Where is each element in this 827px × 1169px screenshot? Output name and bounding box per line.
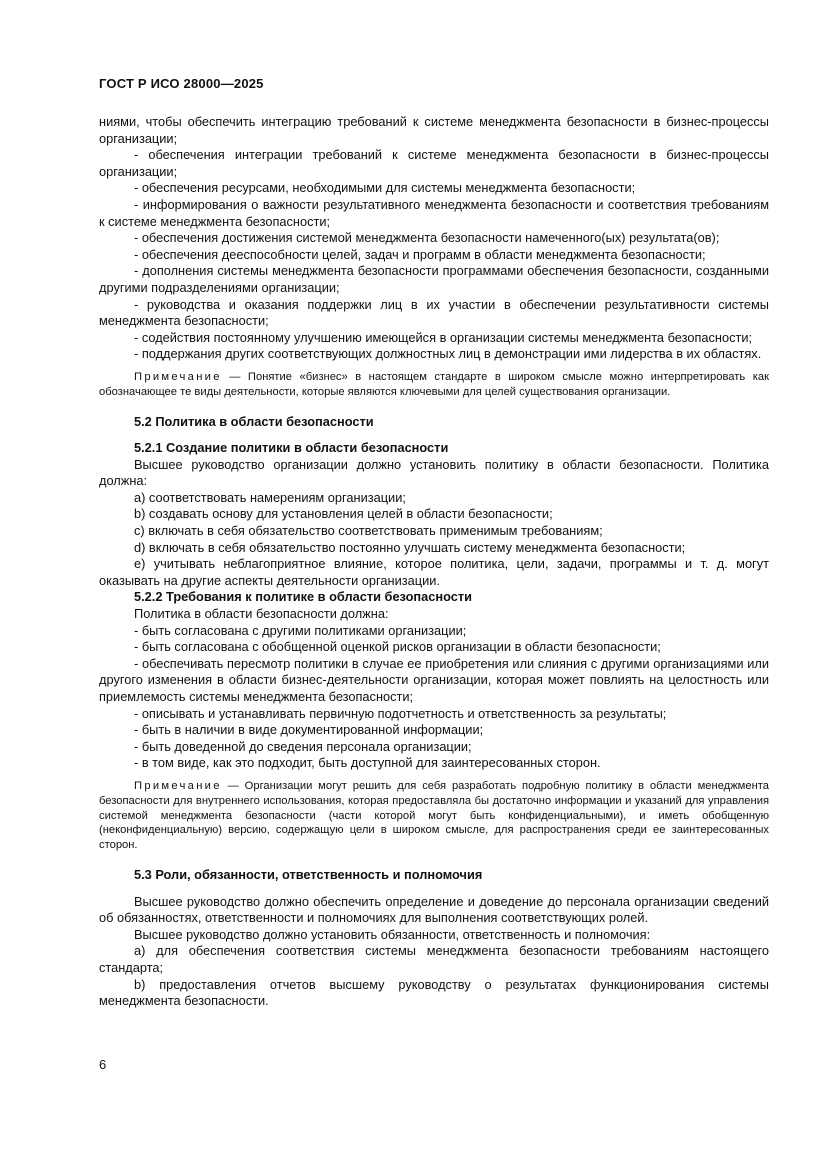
list-item: - обеспечения дееспособности целей, задач и программ в области менеджмента безопасности;	[134, 246, 706, 262]
page-number: 6	[99, 1057, 107, 1072]
list-item: - информирования о важности результативного менеджмента безопасности и соответствия требованиям к системе менеджмента безопасности;	[99, 196, 769, 229]
list-item: - описывать и устанавливать первичную подотчетность и ответственность за результаты;	[134, 705, 667, 721]
intro-continuation: ниями, чтобы обеспечить интеграцию требований к системе менеджмента безопасности в бизнес-процессы организации;	[99, 114, 769, 146]
list-item: - в том виде, как это подходит, быть доступной для заинтересованных сторон.	[134, 755, 601, 771]
list-item: - обеспечения достижения системой менеджмента безопасности намеченного(ых) результата(ов);	[134, 230, 720, 246]
list-item: - обеспечения ресурсами, необходимыми для системы менеджмента безопасности;	[134, 180, 636, 196]
list-item: - быть доведенной до сведения персонала организации;	[134, 738, 472, 754]
section-heading-5-3: 5.3 Роли, обязанности, ответственность и полномочия	[134, 866, 483, 882]
list-item: a) соответствовать намерениям организации;	[134, 489, 406, 505]
list-item: - быть согласована с обобщенной оценкой рисков организации в области безопасности;	[134, 639, 661, 655]
subsection-heading-5-2-1: 5.2.1 Создание политики в области безопасности	[134, 440, 449, 456]
list-item: c) включать в себя обязательство соответствовать применимым требованиям;	[134, 523, 603, 539]
list-item: - поддержания других соответствующих должностных лиц в демонстрации ими лидерства в их областях.	[134, 346, 762, 362]
paragraph: Высшее руководство должно установить обязанности, ответственность и полномочия:	[134, 926, 651, 942]
list-item: - быть в наличии в виде документированной информации;	[134, 722, 484, 738]
note-text: — Понятие «бизнес» в настоящем стандарте в широком смысле можно интерпретировать как обозначающее те виды деятельности, которые являются ключевыми для целей существования организации.	[99, 370, 769, 398]
paragraph: Высшее руководство должно обеспечить определение и доведение до персонала организации сведений об обязанностях, ответственности и полномочиях для выполнения соответствующих ролей.	[99, 893, 769, 926]
list-item: b) создавать основу для установления целей в области безопасности;	[134, 506, 553, 522]
page-body	[99, 114, 769, 1010]
list-item: - дополнения системы менеджмента безопасности программами обеспечения безопасности, созданными другими подразделениями организации;	[99, 263, 769, 295]
document-header: ГОСТ Р ИСО 28000—2025	[99, 76, 264, 91]
paragraph: Высшее руководство организации должно установить политику в области безопасности. Политика должна:	[99, 456, 769, 489]
list-item: - содействия постоянному улучшению имеющейся в организации системы менеджмента безопасности;	[134, 329, 753, 345]
note-label: Примечание	[134, 370, 222, 383]
list-item: - обеспечения интеграции требований к системе менеджмента безопасности в бизнес-процессы организации;	[99, 147, 769, 179]
list-item: - быть согласована с другими политиками организации;	[134, 622, 467, 638]
subsection-heading-5-2-2: 5.2.2 Требования к политике в области безопасности	[134, 589, 473, 605]
list-item: - руководства и оказания поддержки лиц в их участии в обеспечении результативности системы менеджмента безопасности;	[99, 296, 769, 329]
list-item: e) учитывать неблагоприятное влияние, которое политика, цели, задачи, программы и т. д. могут оказывать на другие аспекты деятельности организации.	[99, 556, 769, 588]
list-item: b) предоставления отчетов высшему руководству о результатах функционирования системы менеджмента безопасности.	[99, 976, 769, 1009]
paragraph: Политика в области безопасности должна:	[134, 606, 389, 622]
note-policy	[99, 779, 769, 853]
note-intro	[99, 370, 769, 400]
section-heading-5-2: 5.2 Политика в области безопасности	[134, 413, 374, 429]
list-item: d) включать в себя обязательство постоянно улучшать систему менеджмента безопасности;	[134, 539, 686, 555]
list-item: - обеспечивать пересмотр политики в случае ее приобретения или слияния с другими организациями или другого изменения в области бизнес-деятельности организации, которая может повлиять на целостность или приемлемость системы менеджмента безопасности;	[99, 655, 769, 704]
note-label: Примечание	[134, 779, 222, 792]
list-item: a) для обеспечения соответствия системы менеджмента безопасности требованиям настоящего стандарта;	[99, 943, 769, 975]
note-text: — Организации могут решить для себя разработать подробную политику в области менеджмента безопасности для внутреннего использования, которая предоставляла бы достаточно информации и указаний для управления системой менеджмента безопасности (части которой могут быть конфиденциальными), и иметь обобщенную (неконфиденциальную) версию, содержащую цели в широком смысле, для распространения среди ее заинтересованных сторон.	[99, 779, 769, 852]
